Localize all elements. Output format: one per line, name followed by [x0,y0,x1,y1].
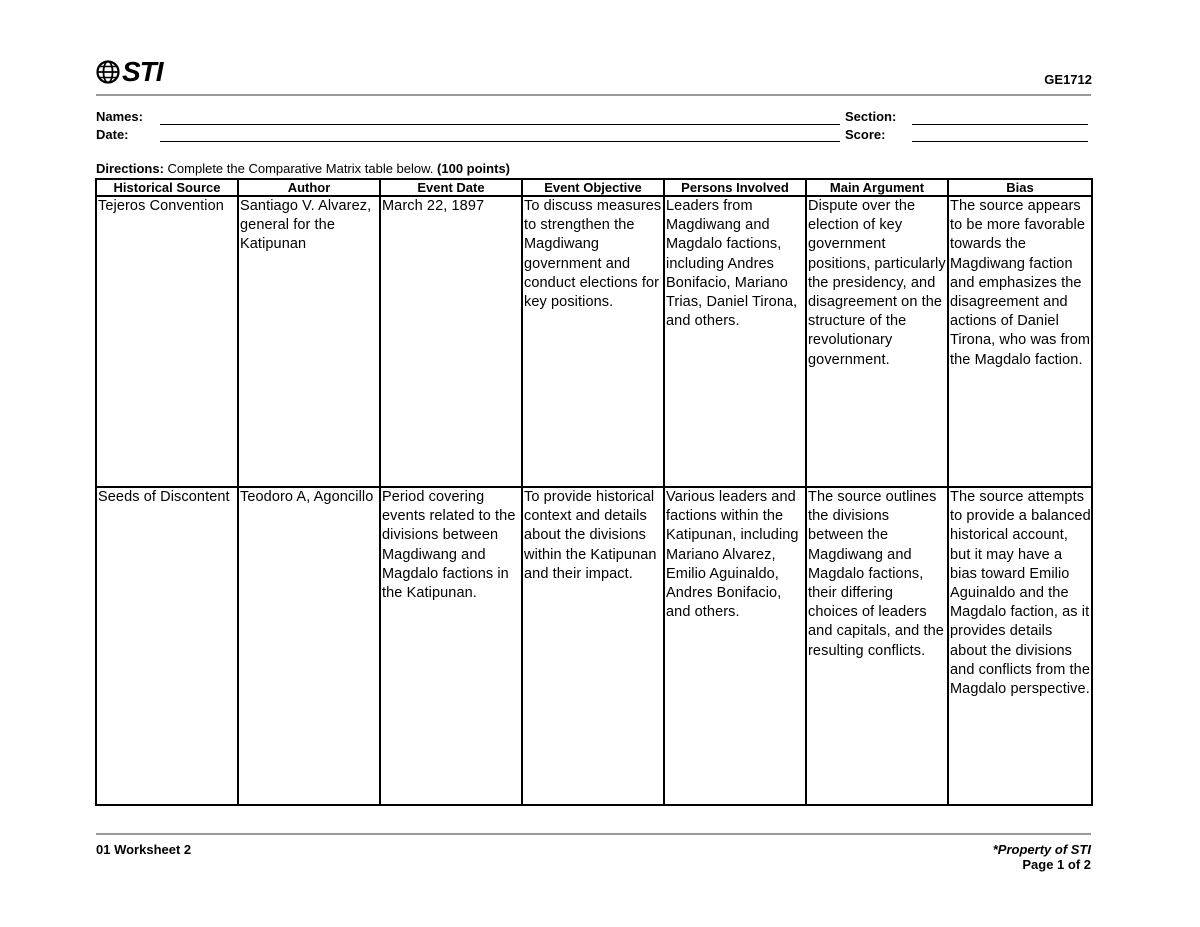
column-header-persons-involved: Persons Involved [664,179,806,196]
course-code: GE1712 [1044,72,1092,87]
page-number: Page 1 of 2 [1022,857,1091,872]
directions-label: Directions: [96,161,164,176]
column-header-author: Author [238,179,380,196]
section-field[interactable] [912,124,1088,125]
cell-bias: The source attempts to provide a balanced historical account, but it may have a bias toward Emilio Aguinaldo and the Magdalo faction, as it provides details about the divisions and conflicts from the Magdalo perspective. [948,487,1092,805]
cell-author: Teodoro A, Agoncillo [238,487,380,805]
directions-text: Complete the Comparative Matrix table below. [163,161,438,176]
cell-event-objective: To discuss measures to strengthen the Magdiwang government and conduct elections for key positions. [522,196,664,487]
names-field[interactable] [160,124,840,125]
cell-event-date: Period covering events related to the divisions between Magdiwang and Magdalo factions in the Katipunan. [380,487,522,805]
header-divider [96,94,1091,96]
date-label: Date: [96,127,129,142]
column-header-event-objective: Event Objective [522,179,664,196]
cell-persons-involved: Leaders from Magdiwang and Magdalo factions, including Andres Bonifacio, Mariano Trias, Daniel Tirona, and others. [664,196,806,487]
globe-icon [96,60,120,84]
score-label: Score: [845,127,886,142]
column-header-event-date: Event Date [380,179,522,196]
date-field[interactable] [160,141,840,142]
cell-historical-source: Tejeros Convention [96,196,238,487]
table-row [96,196,1092,487]
cell-historical-source: Seeds of Discontent [96,487,238,805]
sti-logo [96,56,163,88]
cell-main-argument: The source outlines the divisions between the Magdiwang and Magdalo factions, their differing choices of leaders and capitals, and the resulting conflicts. [806,487,948,805]
table-row [96,487,1092,805]
section-label: Section: [845,109,897,124]
directions [96,161,510,176]
cell-persons-involved: Various leaders and factions within the Katipunan, including Mariano Alvarez, Emilio Aguinaldo, Andres Bonifacio, and others. [664,487,806,805]
table-header-row [96,179,1092,196]
cell-event-objective: To provide historical context and details about the divisions within the Katipunan and their impact. [522,487,664,805]
directions-points: (100 points) [437,161,511,176]
cell-author: Santiago V. Alvarez, general for the Katipunan [238,196,380,487]
score-field[interactable] [912,141,1088,142]
column-header-main-argument: Main Argument [806,179,948,196]
column-header-historical-source: Historical Source [96,179,238,196]
footer-info [993,842,1091,872]
footer-divider [96,833,1091,835]
logo-wordmark: STI [122,56,163,87]
comparative-matrix-table [95,178,1093,806]
property-notice: *Property of STI [992,842,1091,857]
worksheet-label: 01 Worksheet 2 [96,842,192,857]
cell-main-argument: Dispute over the election of key government positions, particularly the presidency, and disagreement on the structure of the revolutionary government. [806,196,948,487]
cell-bias: The source appears to be more favorable towards the Magdiwang faction and emphasizes the disagreement and actions of Daniel Tirona, who was from the Magdalo faction. [948,196,1092,487]
column-header-bias: Bias [948,179,1092,196]
names-label: Names: [96,109,143,124]
cell-event-date: March 22, 1897 [380,196,522,487]
